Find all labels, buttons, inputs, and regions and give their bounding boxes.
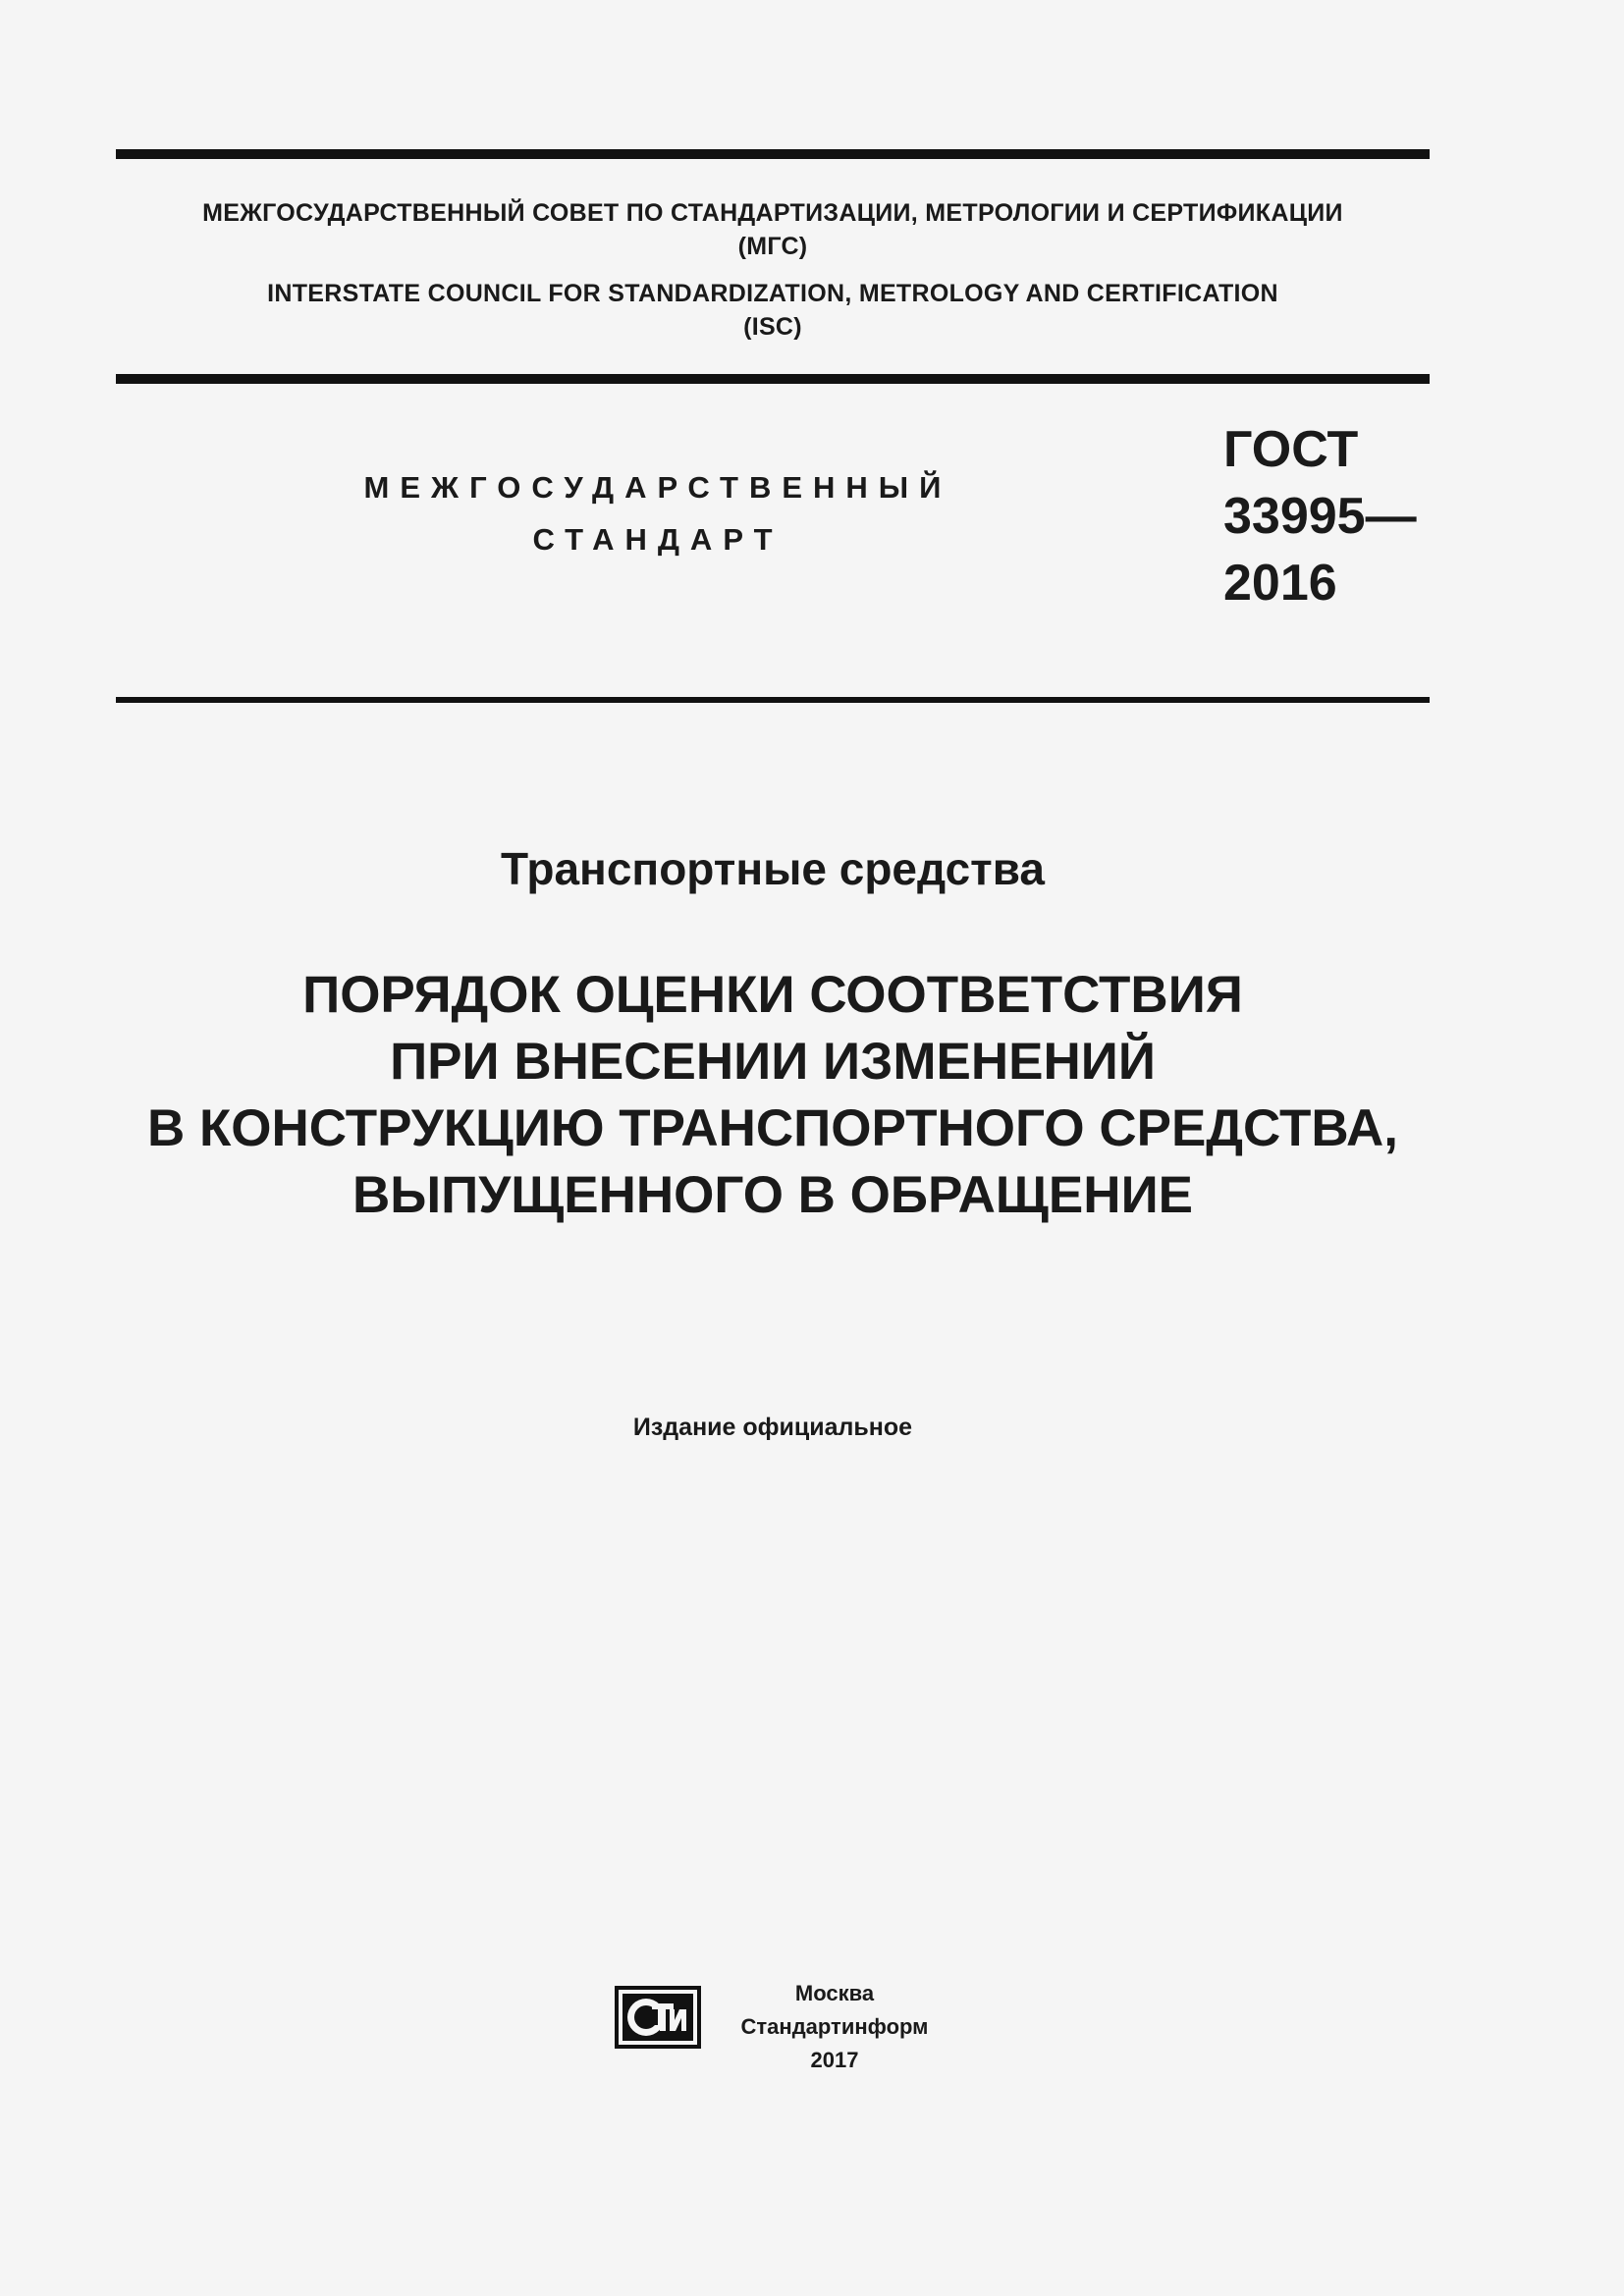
publication-year: 2017 [810, 2048, 859, 2072]
council-abbr-en: (ISC) [743, 313, 802, 341]
standard-code-prefix: ГОСТ [1223, 421, 1359, 478]
edition-label: Издание официальное [632, 1414, 913, 1441]
top-rule [116, 149, 1430, 159]
standard-type-line2: СТАНДАРТ [532, 522, 784, 557]
publisher-city: Москва [794, 1981, 875, 2005]
header-rule [116, 374, 1430, 384]
standard-code-number: 33995— [1223, 488, 1417, 545]
document-title [116, 962, 1430, 1229]
document-subject: Транспортные средства [501, 843, 1045, 894]
title-line: ПРИ ВНЕСЕНИИ ИЗМЕНЕНИЙ [390, 1033, 1156, 1091]
title-line: ПОРЯДОК ОЦЕНКИ СООТВЕТСТВИЯ [302, 966, 1243, 1024]
council-name-en: INTERSTATE COUNCIL FOR STANDARDIZATION, METROLOGY AND CERTIFICATION [267, 280, 1278, 307]
standard-code [1223, 416, 1417, 616]
imprint [717, 1977, 952, 2077]
standartinform-logo-icon [611, 1980, 705, 2059]
section-rule [116, 697, 1430, 703]
standard-code-year: 2016 [1223, 555, 1337, 612]
logo-text: СТИ [658, 2058, 661, 2059]
council-abbr-ru: (МГС) [737, 233, 808, 260]
standard-type-line1: МЕЖГОСУДАРСТВЕННЫЙ [363, 470, 952, 505]
publisher-name: Стандартинформ [740, 2014, 929, 2039]
council-name-ru: МЕЖГОСУДАРСТВЕННЫЙ СОВЕТ ПО СТАНДАРТИЗАЦИИ, МЕТРОЛОГИИ И СЕРТИФИКАЦИИ [202, 199, 1343, 227]
title-line: В КОНСТРУКЦИЮ ТРАНСПОРТНОГО СРЕДСТВА, [146, 1099, 1399, 1157]
title-line: ВЫПУЩЕННОГО В ОБРАЩЕНИЕ [352, 1166, 1194, 1224]
